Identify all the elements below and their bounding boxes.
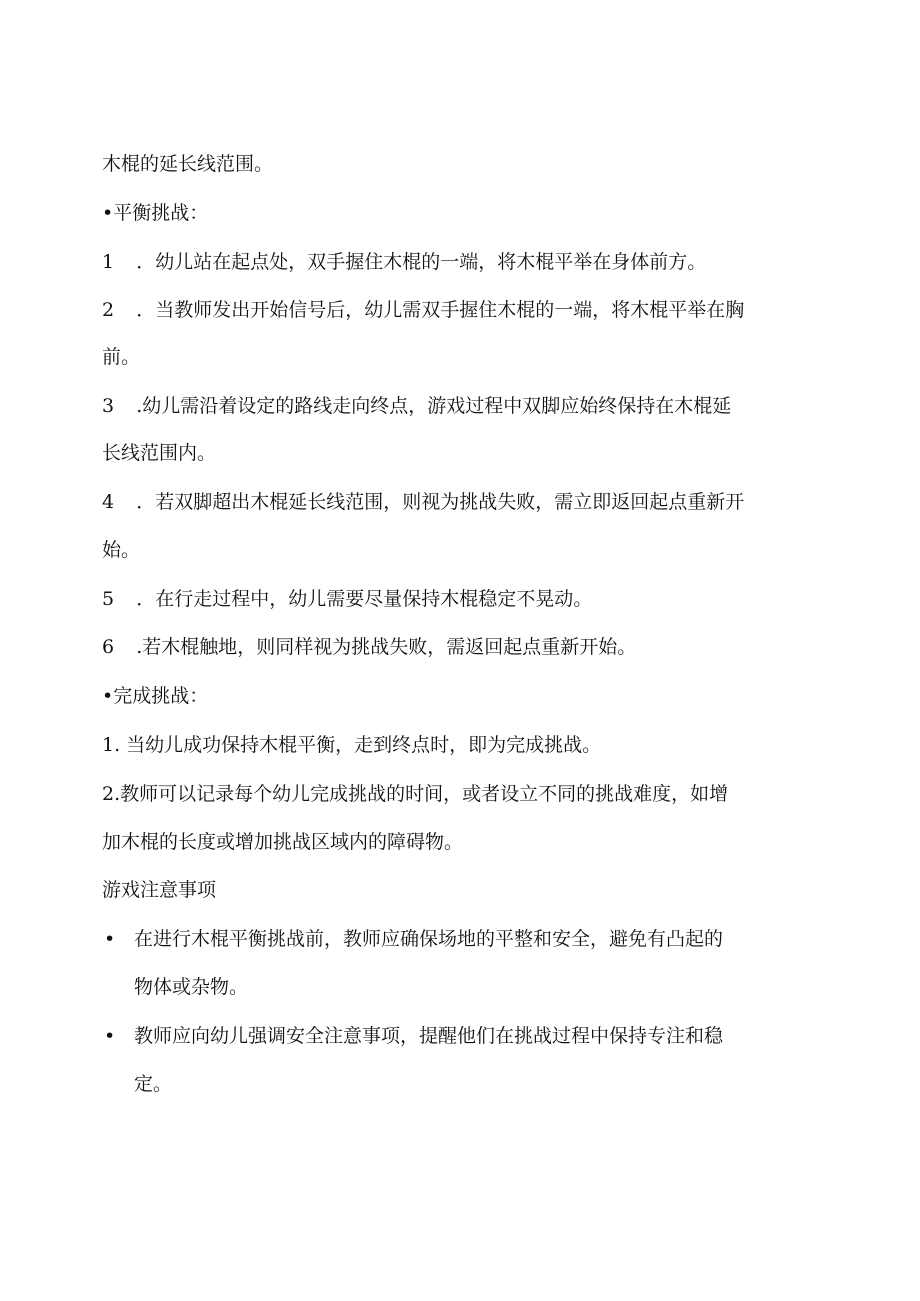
balance-item-4 [102,490,744,514]
bullet-icon: • [104,928,116,950]
balance-heading: •平衡挑战： [102,202,209,224]
balance-item-5 [102,587,592,611]
item-number: 4 [102,491,115,513]
item-separator: . [136,636,143,658]
item-separator: ． [136,491,156,513]
item-separator: ． [136,588,156,610]
item-separator: . [136,395,143,417]
complete-item-2: 2.教师可以记录每个幼儿完成挑战的时间，或者设立不同的挑战难度，如增 [102,783,729,805]
note-item-1: 在进行木棍平衡挑战前，教师应确保场地的平整和安全，避免有凸起的 [134,928,724,950]
notes-heading: 游戏注意事项 [102,879,217,901]
item-separator: ． [136,299,156,321]
bullet-icon: • [104,1025,116,1047]
balance-item-2 [102,298,744,322]
balance-item-2-continuation: 前。 [102,346,141,368]
item-text: 在行走过程中，幼儿需要尽量保持木棍稳定不晃动。 [155,588,593,610]
balance-item-1 [102,250,706,274]
intro-line: 木棍的延长线范围。 [102,153,274,175]
item-number: 6 [102,636,115,658]
complete-item-1: 1. 当幼儿成功保持木棍平衡，走到终点时，即为完成挑战。 [102,734,602,756]
item-text: 若双脚超出木棍延长线范围，则视为挑战失败，需立即返回起点重新开 [155,491,745,513]
item-number: 2 [102,299,115,321]
item-number: 5 [102,588,115,610]
note-item-2: 教师应向幼儿强调安全注意事项，提醒他们在挑战过程中保持专注和稳 [134,1025,724,1047]
item-text: 幼儿站在起点处，双手握住木棍的一端，将木棍平举在身体前方。 [155,251,707,273]
balance-item-3 [102,394,731,418]
item-text: 幼儿需沿着设定的路线走向终点，游戏过程中双脚应始终保持在木棍延 [142,395,732,417]
item-text: 若木棍触地，则同样视为挑战失败，需返回起点重新开始。 [142,636,637,658]
balance-item-3-continuation: 长线范围内。 [102,442,217,464]
complete-heading: •完成挑战： [102,685,209,707]
balance-item-6 [102,635,636,659]
item-number: 3 [102,395,115,417]
note-item-1-continuation: 物体或杂物。 [134,976,249,998]
complete-item-2-continuation: 加木棍的长度或增加挑战区域内的障碍物。 [102,831,464,853]
note-item-2-continuation: 定。 [134,1073,173,1095]
item-separator: ． [136,251,156,273]
item-number: 1 [102,251,115,273]
item-text: 当教师发出开始信号后，幼儿需双手握住木棍的一端，将木棍平举在胸 [155,299,745,321]
balance-item-4-continuation: 始。 [102,539,141,561]
